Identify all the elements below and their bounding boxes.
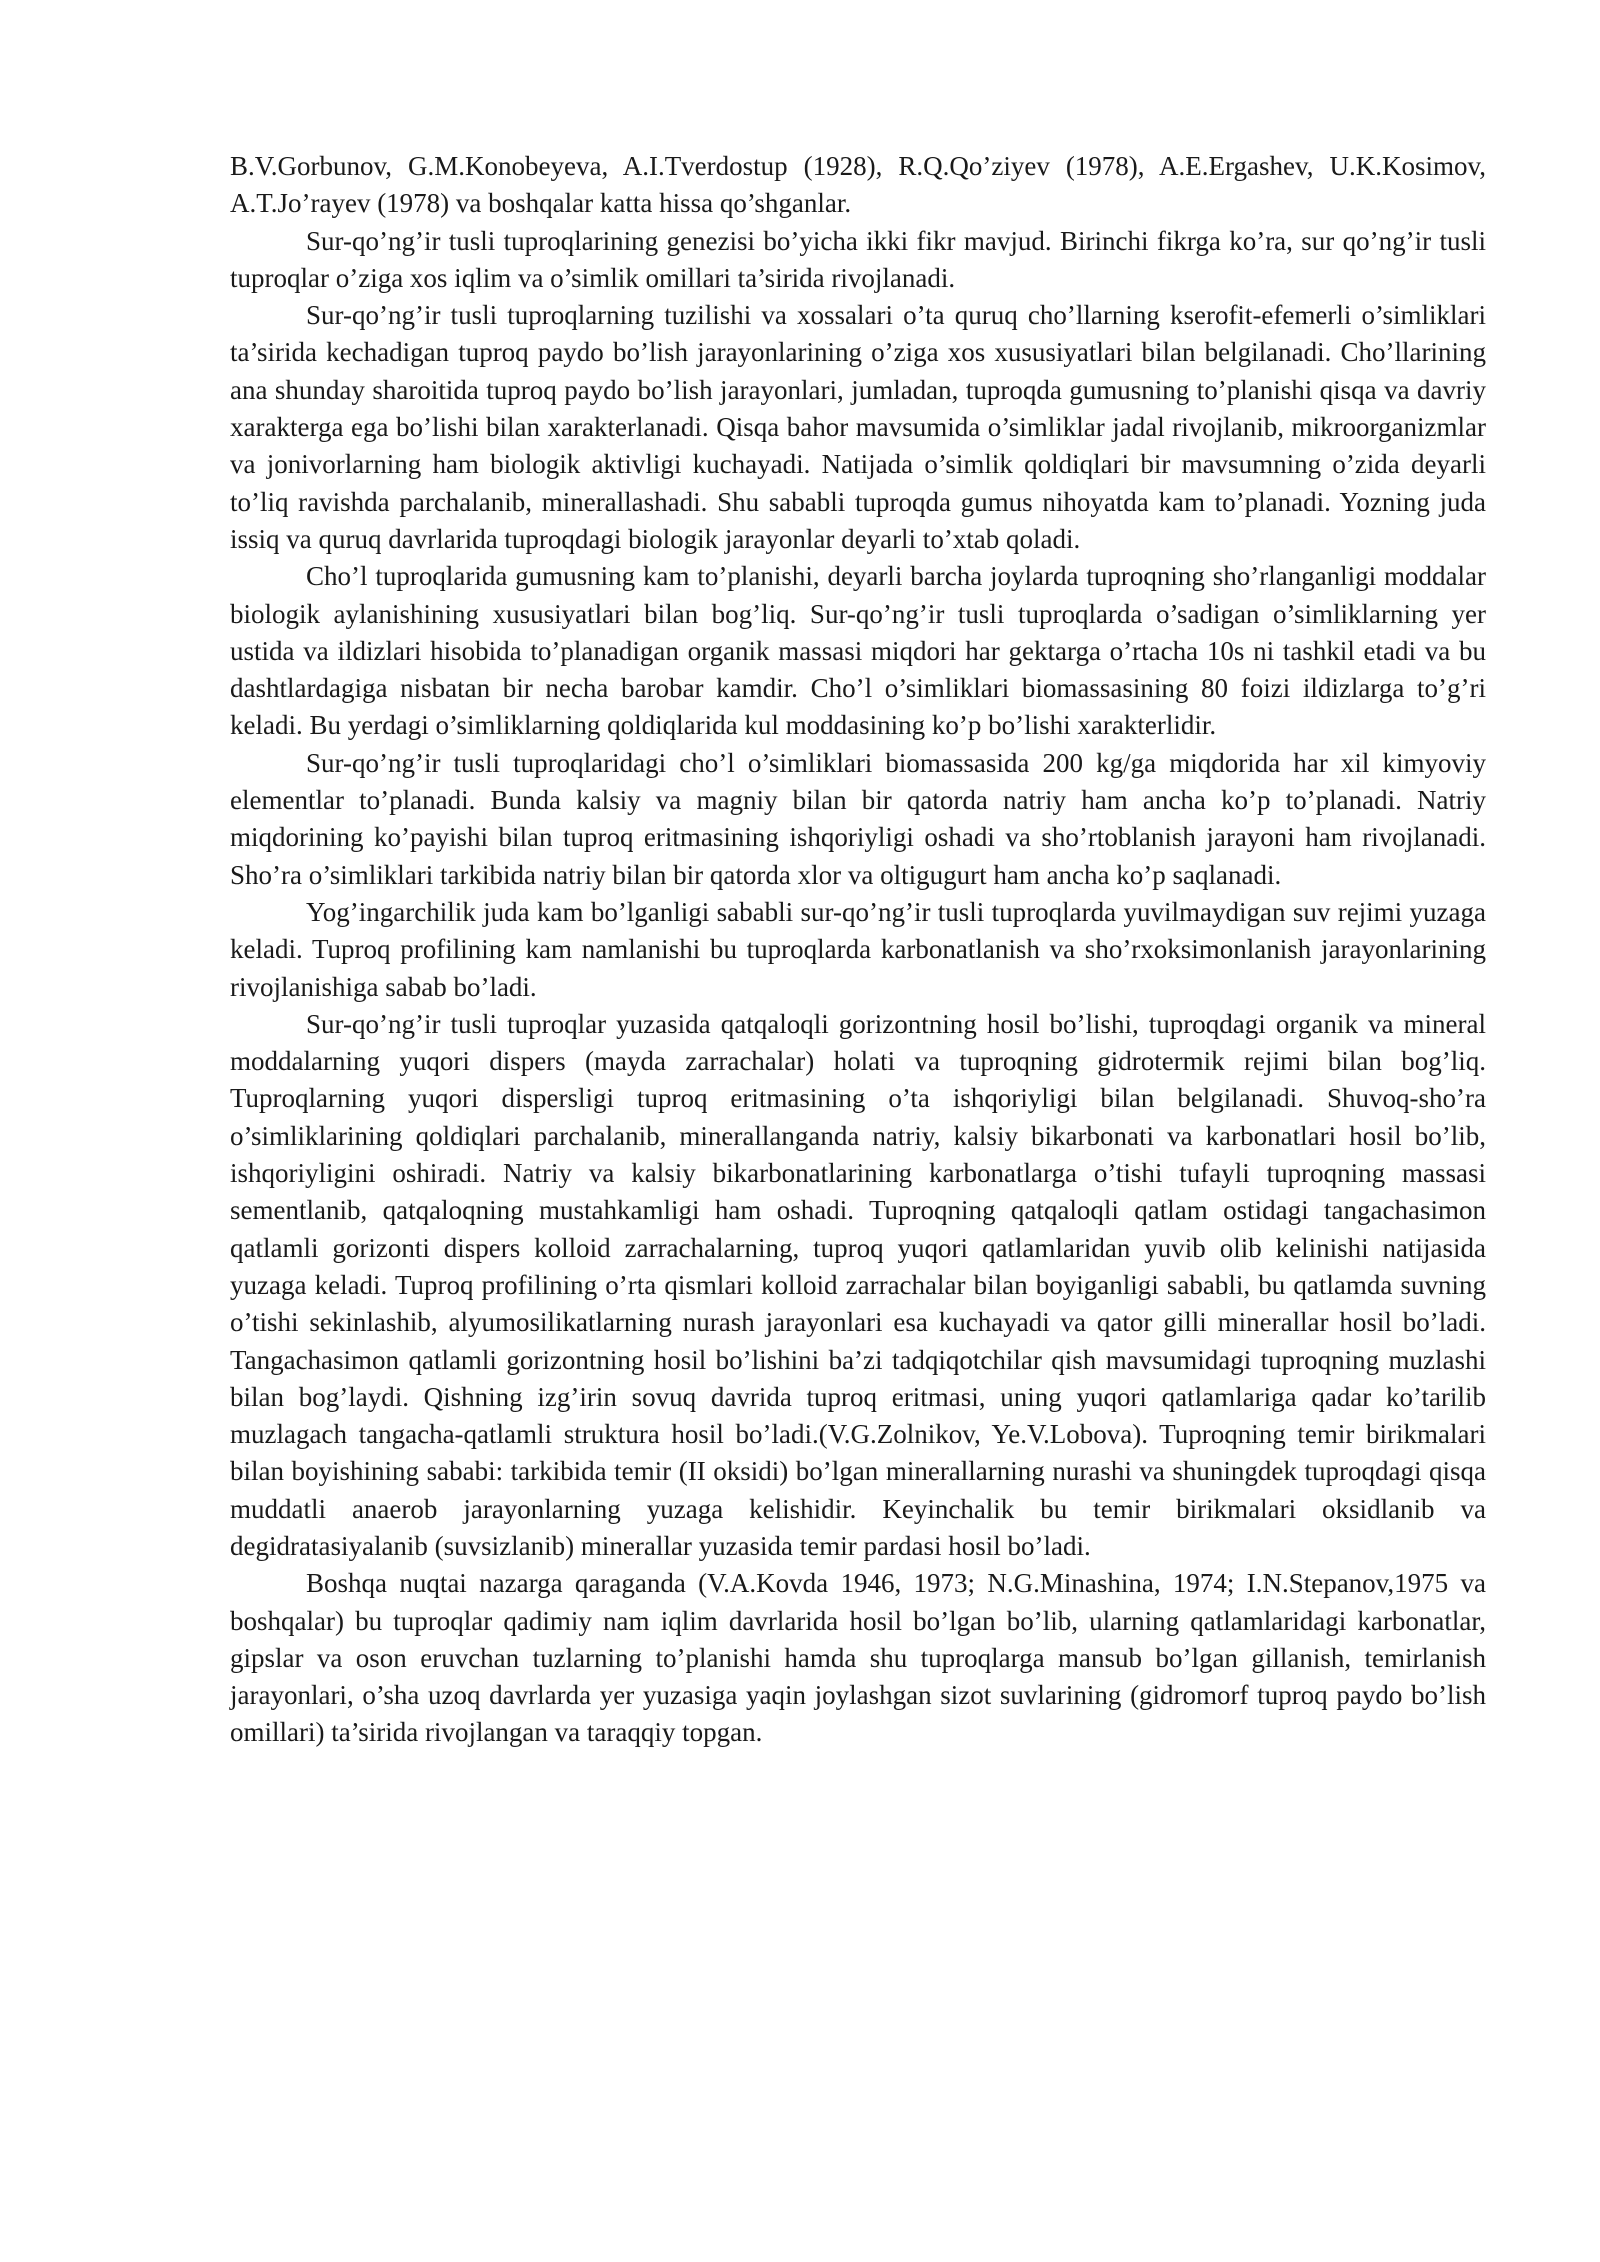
- paragraph-genesis-views: Sur-qo’ng’ir tusli tuproqlarining genezisi bo’yicha ikki fikr mavjud. Birinchi fikrga ko’ra, sur qo’ng’ir tusli tuproqlar o’ziga xos iqlim va o’simlik omillari ta’sirida rivojlanadi.: [230, 225, 1486, 293]
- paragraph-water-regime: Yog’ingarchilik juda kam bo’lganligi sababli sur-qo’ng’ir tusli tuproqlarda yuvilmaydigan suv rejimi yuzaga keladi. Tuproq profilining kam namlanishi bu tuproqlarda karbonatlanish va sho’rxoksimonlanish jarayonlarining rivojlanishiga sabab bo’ladi.: [230, 896, 1486, 1002]
- body-text: [230, 148, 1486, 1752]
- paragraph-structure-properties: Sur-qo’ng’ir tusli tuproqlarning tuzilishi va xossalari o’ta quruq cho’llarning kserofit-efemerli o’simliklari ta’sirida kechadigan tuproq paydo bo’lish jarayonlarining o’ziga xos xususiyatlari bilan belgilanadi. Cho’llarining ana shunday sharoitida tuproq paydo bo’lish jarayonlari, jumladan, tuproqda gumusning to’planishi qisqa va davriy xarakterga ega bo’lishi bilan xarakterlanadi. Qisqa bahor mavsumida o’simliklar jadal rivojlanib, mikroorganizmlar va jonivorlarning ham biologik aktivligi kuchayadi. Natijada o’simlik qoldiqlari bir mavsumning o’zida deyarli to’liq ravishda parchalanib, minerallashadi. Shu sababli tuproqda gumus nihoyatda kam to’planadi. Yozning juda issiq va quruq davrlarida tuproqdagi biologik jarayonlar deyarli to’xtab qoladi.: [230, 300, 1486, 554]
- paragraph-alternative-view: Boshqa nuqtai nazarga qaraganda (V.A.Kovda 1946, 1973; N.G.Minashina, 1974; I.N.Stepanov,1975 va boshqalar) bu tuproqlar qadimiy nam iqlim davrlarida hosil bo’lgan bo’lib, ularning qatlamlaridagi karbonatlar, gipslar va oson eruvchan tuzlarning to’planishi hamda shu tuproqlarga mansub bo’lgan gillanish, temirlanish jarayonlari, o’sha uzoq davrlarda yer yuzasiga yaqin joylashgan sizot suvlarining (gidromorf tuproq paydo bo’lish omillari) ta’sirida rivojlangan va taraqqiy topgan.: [230, 1568, 1486, 1748]
- paragraph-crust-horizon: Sur-qo’ng’ir tusli tuproqlar yuzasida qatqaloqli gorizontning hosil bo’lishi, tuproqdagi organik va mineral moddalarning yuqori dispers (mayda zarrachalar) holati va tuproqning gidrotermik rejimi bilan bog’liq. Tuproqlarning yuqori dispersligi tuproq eritmasining o’ta ishqoriyligi bilan belgilanadi. Shuvoq-sho’ra o’simliklarining qoldiqlari parchalanib, minerallanganda natriy, kalsiy bikarbonati va karbonatlari hosil bo’lib, ishqoriyligini oshiradi. Natriy va kalsiy bikarbonatlarining karbonatlarga o’tishi tufayli tuproqning massasi sementlanib, qatqaloqning mustahkamligi ham oshadi. Tuproqning qatqaloqli qatlam ostidagi tangachasimon qatlamli gorizonti dispers kolloid zarrachalarning, tuproq yuqori qatlamlaridan yuvib olib kelinishi natijasida yuzaga keladi. Tuproq profilining o’rta qismlari kolloid zarrachalar bilan boyiganligi sababli, bu qatlamda suvning o’tishi sekinlashib, alyumosilikatlarning nurash jarayonlari esa kuchayadi va qator gilli minerallar hosil bo’ladi. Tangachasimon qatlamli gorizontning hosil bo’lishini ba’zi tadqiqotchilar qish mavsumidagi tuproqning muzlashi bilan bog’laydi. Qishning izg’irin sovuq davrida tuproq eritmasi, uning yuqori qatlamlariga qadar ko’tarilib muzlagach tangacha-qatlamli struktura hosil bo’ladi.(V.G.Zolnikov, Ye.V.Lobova). Tuproqning temir birikmalari bilan boyishining sababi: tarkibida temir (II oksidi) bo’lgan minerallarning nurashi va shuningdek tuproqdagi qisqa muddatli anaerob jarayonlarning yuzaga kelishidir. Keyinchalik bu temir birikmalari oksidlanib va degidratasiyalanib (suvsizlanib) minerallar yuzasida temir pardasi hosil bo’ladi.: [230, 1008, 1486, 1561]
- paragraph-citation-continuation: B.V.Gorbunov, G.M.Konobeyeva, A.I.Tverdostup (1928), R.Q.Qo’ziyev (1978), A.E.Ergashev, U.K.Kosimov, A.T.Jo’rayev (1978) va boshqalar katta hissa qo’shganlar.: [230, 151, 1486, 219]
- paragraph-chemical-elements: Sur-qo’ng’ir tusli tuproqlaridagi cho’l o’simliklari biomassasida 200 kg/ga miqdorida har xil kimyoviy elementlar to’planadi. Bunda kalsiy va magniy bilan bir qatorda natriy ham ancha ko’p to’planadi. Natriy miqdorining ko’payishi bilan tuproq eritmasining ishqoriyligi oshadi va sho’rtoblanish jarayoni ham rivojlanadi. Sho’ra o’simliklari tarkibida natriy bilan bir qatorda xlor va oltigugurt ham ancha ko’p saqlanadi.: [230, 747, 1486, 890]
- paragraph-humus-accumulation: Cho’l tuproqlarida gumusning kam to’planishi, deyarli barcha joylarda tuproqning sho’rlanganligi moddalar biologik aylanishining xususiyatlari bilan bog’liq. Sur-qo’ng’ir tusli tuproqlarda o’sadigan o’simliklarning yer ustida va ildizlari hisobida to’planadigan organik massasi miqdori har gektarga o’rtacha 10s ni tashkil etadi va bu dashtlardagiga nisbatan bir necha barobar kamdir. Cho’l o’simliklari biomassasining 80 foizi ildizlarga to’g’ri keladi. Bu yerdagi o’simliklarning qoldiqlarida kul moddasining ko’p bo’lishi xarakterlidir.: [230, 561, 1486, 741]
